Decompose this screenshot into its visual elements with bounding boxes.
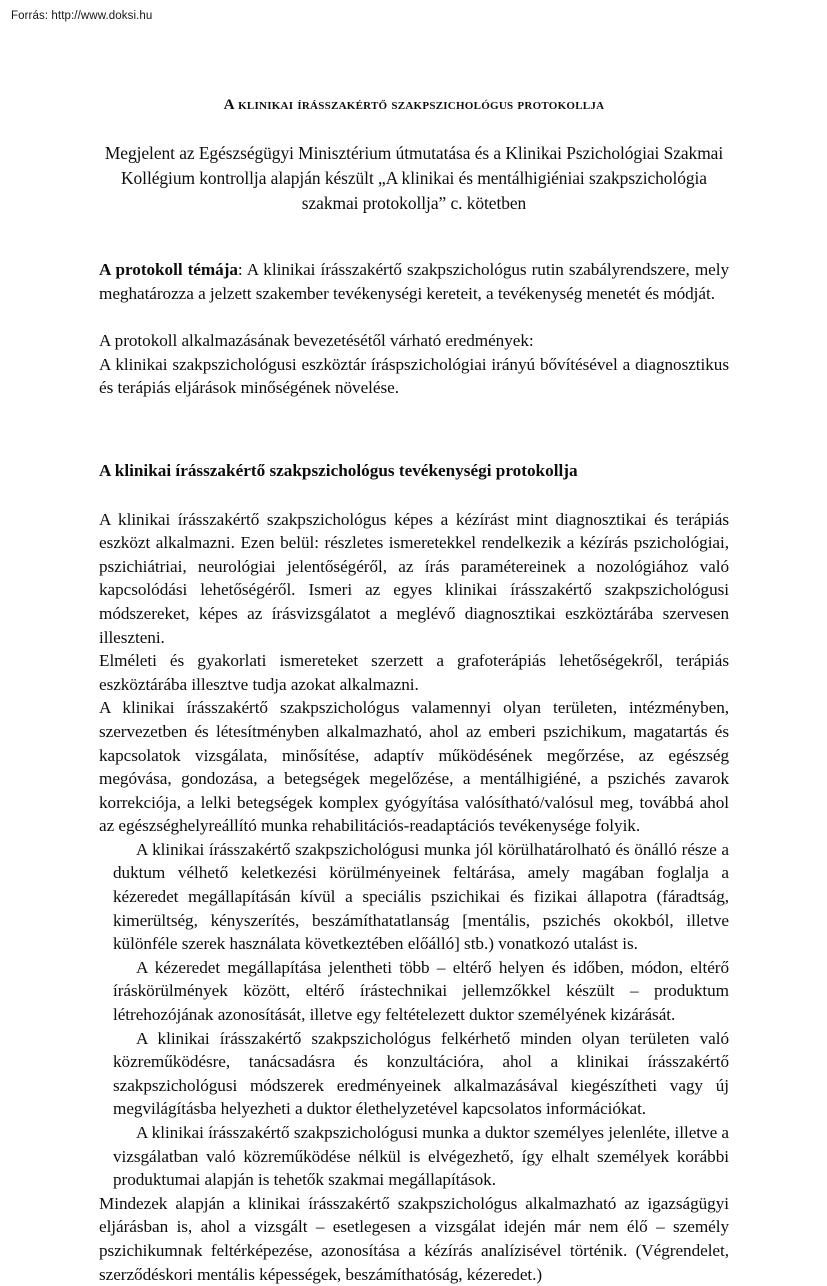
expected-results-text: A klinikai szakpszichológusi eszköztár íráspszichológiai irányú bővítésével a diagnosztikus és terápiás eljárások minőségének növelése. xyxy=(99,354,729,398)
protocol-topic-separator: : xyxy=(237,260,247,279)
section-paragraph: A klinikai írásszakértő szakpszichológus képes a kézírást mint diagnosztikai és terápiás eszközt alkalmazni. Ezen belül: részletes ismeretekkel rendelkezik a kézírás pszichológiai, pszichiátriai, neurológiai jelentőségéről, az írás paramétereinek a nozológiához való kapcsolódási lehetőségéről. Ismeri az egyes klinikai írásszakértő szakpszichológusi módszereket, képes az írásvizsgálatot a meglévő diagnosztikai eszköztárába szervesen illeszteni. xyxy=(99,509,729,647)
document-content xyxy=(99,0,729,1286)
expected-results-intro: A protokoll alkalmazásának bevezetésétől várható eredmények: xyxy=(99,331,534,351)
indented-paragraph: A klinikai írásszakértő szakpszichológus felkérhető minden olyan területen való közreműködésre, tanácsadásra és konzultációra, ahol a klinikai írásszakértő szakpszichológusi módszerek eredményeinek alkalmazásával kiegészítheti vagy új megvilágításba helyezheti a duktor élethelyzetével kapcsolatos információkat. xyxy=(113,1028,729,1119)
page-title: A klinikai írásszakértő szakpszichológus protokollja xyxy=(223,96,605,113)
source-url-watermark: Forrás: http://www.doksi.hu xyxy=(11,10,153,22)
indented-paragraph: A klinikai írásszakértő szakpszichológusi munka a duktor személyes jelenléte, illetve a vizsgálatban való közreműködése nélkül is elvégezhető, így elhalt személyek korábbi produktumai alapján is tehetők szakmai megállapítások. xyxy=(113,1123,729,1190)
protocol-topic-text: A klinikai írásszakértő szakpszichológus rutin szabályrendszere, mely meghatározza a jelzett szakember tevékenységi kereteit, a tevékenység menetét és módját. xyxy=(99,260,730,303)
section-heading-activity-protocol: A klinikai írásszakértő szakpszichológus tevékenységi protokollja xyxy=(99,460,578,480)
indented-paragraph: A klinikai írásszakértő szakpszichológusi munka jól körülhatárolható és önálló része a duktum vélhető keletkezési körülményeinek feltárása, amely magában foglalja a kézeredet megállapításán kívül a speciális pszichikai és fizikai állapotra (fáradtság, kimerültség, kényszerítés, beszámíthatatlanság [mentális, pszichés okokból, illetve különféle szerek használata következtében előálló] stb.) vonatkozó utalást is. xyxy=(113,839,729,954)
indented-paragraph: A kézeredet megállapítása jelentheti több – eltérő helyen és időben, módon, eltérő íráskörülmények között, eltérő írástechnikai jellemzőkkel készült – produktum létrehozójának azonosítását, illetve egy feltételezett duktor személyének kizárását. xyxy=(113,957,729,1025)
closing-paragraph: Mindezek alapján a klinikai írásszakértő szakpszichológus alkalmazható az igazságügyi eljárásban is, ahol a vizsgált – esetlegesen a vizsgálat idején már nem élő – személy pszichikumnak feltérképezése, azonosítása a kézírás analízisével történik. (Végrendelet, szerződéskori mentális képességek, beszámíthatóság, kézeredet.) xyxy=(99,1193,729,1284)
section-paragraph: A klinikai írásszakértő szakpszichológus valamennyi olyan területen, intézményben, szervezetben és létesítményben alkalmazható, ahol az emberi pszichikum, magatartás és kapcsolatok vizsgálata, minősítése, adaptív működésének megőrzése, az egészség megóvása, gondozása, a betegségek megelőzése, a mentálhigiéné, a pszichés zavarok korrekciója, a lelki betegségek komplex gyógyítása valósítható/valósul meg, továbbá ahol az egészséghelyreállító munka rehabilitációs-readaptációs tevékenysége folyik. xyxy=(99,698,729,836)
document-subtitle: Megjelent az Egészségügyi Minisztérium útmutatása és a Klinikai Pszichológiai Szakmai Kollégium kontrollja alapján készült „A klinikai és mentálhigiéniai szakpszichológia szakmai protokollja” c. kötetben xyxy=(104,143,724,213)
protocol-topic-label: A protokoll témája xyxy=(99,260,238,279)
indented-subsection xyxy=(99,838,729,1192)
section-paragraph: Elméleti és gyakorlati ismereteket szerzett a grafoterápiás lehetőségekről, terápiás eszköztárába illesztve tudja azokat alkalmazni. xyxy=(99,651,729,694)
protocol-topic-paragraph xyxy=(99,216,729,305)
